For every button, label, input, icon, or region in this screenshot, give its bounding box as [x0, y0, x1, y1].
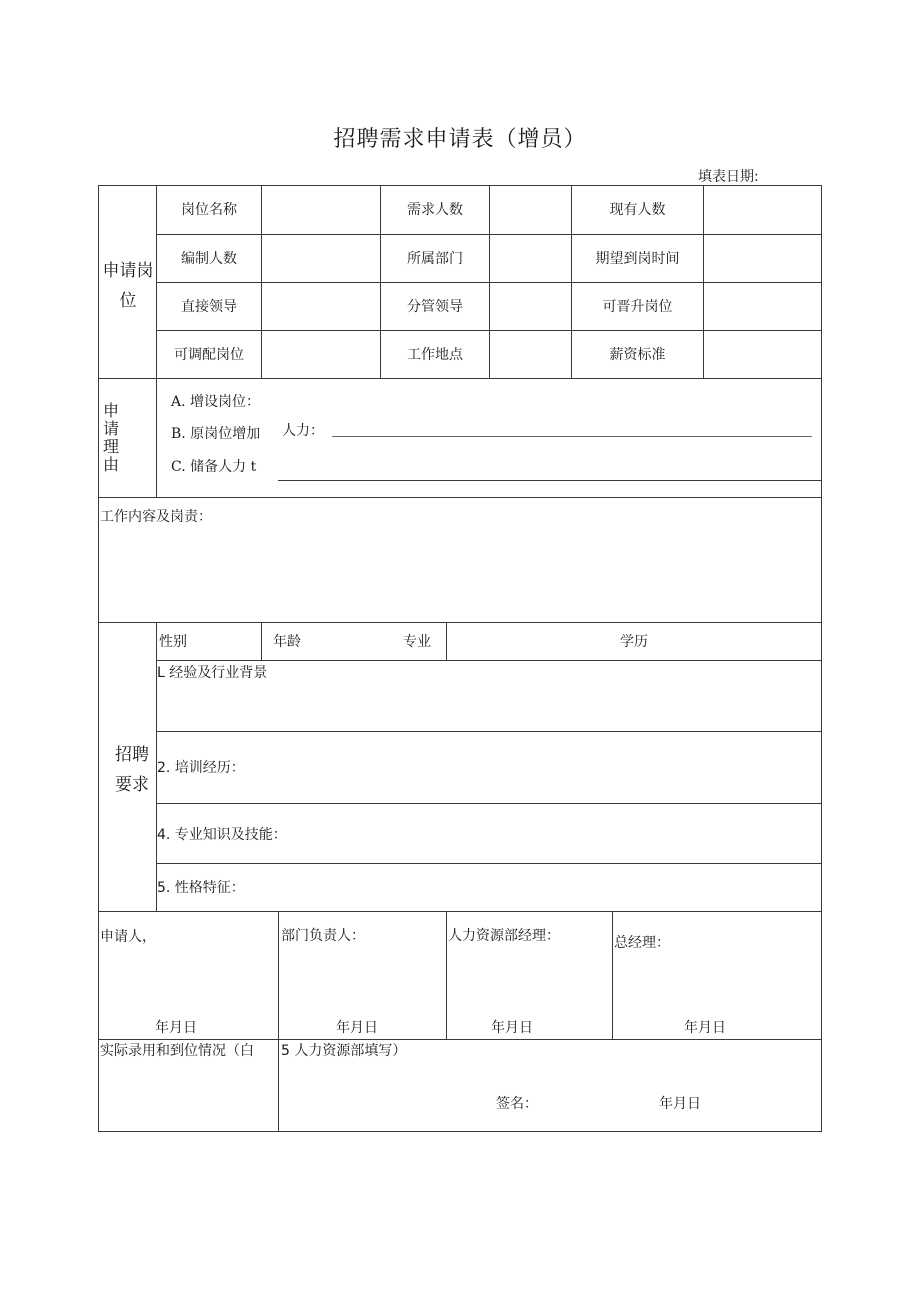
- actual-sign-label: 签名：: [496, 1096, 538, 1112]
- actual-note: 5 人力资源部填写）: [281, 1043, 407, 1059]
- reason-underline: [278, 480, 822, 481]
- field-direct-leader: 直接领导: [181, 299, 237, 315]
- input-position-name[interactable]: [262, 186, 380, 234]
- reason-option-b-suffix: 人力：: [282, 423, 324, 439]
- req-training[interactable]: 2. 培训经历：: [157, 760, 245, 776]
- field-position-name: 岗位名称: [181, 202, 237, 218]
- input-transferable-position[interactable]: [262, 331, 380, 378]
- rule: [261, 622, 262, 660]
- req-gender: 性别: [159, 634, 187, 650]
- sign-general-manager: 总经理：: [614, 935, 670, 951]
- rule: [98, 911, 822, 912]
- duties-label: 工作内容及岗责：: [100, 509, 212, 525]
- field-promotion-position: 可晋升岗位: [602, 299, 673, 315]
- field-authorized-headcount: 编制人数: [181, 251, 237, 267]
- input-expected-start[interactable]: [704, 235, 821, 282]
- form-title: 招聘需求申请表（增员）: [333, 127, 587, 152]
- req-major: 专业: [403, 634, 431, 650]
- sign-general-manager-date: 年月日: [684, 1020, 726, 1036]
- rule: [156, 185, 157, 497]
- sign-hr-manager-date: 年月日: [491, 1020, 533, 1036]
- sign-applicant-date: 年月日: [155, 1020, 197, 1036]
- actual-label: 实际录用和到位情况（白: [100, 1043, 254, 1059]
- input-department[interactable]: [490, 235, 571, 282]
- req-experience[interactable]: L 经验及行业背景: [157, 665, 268, 681]
- sign-applicant: 申请人，: [100, 929, 156, 945]
- sign-dept-head: 部门负责人：: [281, 928, 365, 944]
- input-work-location[interactable]: [490, 331, 571, 378]
- fill-date-label: 填表日期:: [698, 169, 759, 185]
- reason-option-c[interactable]: C. 储备人力 t: [171, 459, 257, 475]
- reason-option-b[interactable]: B. 原岗位增加: [171, 426, 261, 442]
- field-expected-start: 期望到岗时间: [595, 251, 680, 267]
- input-current-headcount[interactable]: [704, 186, 821, 234]
- field-work-location: 工作地点: [407, 347, 463, 363]
- rule: [156, 731, 822, 732]
- req-education: 学历: [620, 634, 648, 650]
- field-supervising-leader: 分管领导: [407, 299, 463, 315]
- rule: [446, 911, 447, 1039]
- requirements-label: 招聘要求: [115, 745, 149, 795]
- field-salary-standard: 薪资标准: [609, 347, 666, 363]
- input-promotion-position[interactable]: [704, 283, 821, 330]
- rule: [98, 185, 99, 1131]
- req-age: 年龄: [273, 634, 301, 650]
- input-direct-leader[interactable]: [262, 283, 380, 330]
- duties-input[interactable]: [99, 530, 821, 622]
- position-section-label: 申请岗位: [102, 261, 154, 311]
- rule: [156, 660, 822, 661]
- field-current-headcount: 现有人数: [609, 202, 666, 218]
- reason-section-label: 申请理由: [103, 401, 120, 474]
- rule: [612, 911, 613, 1039]
- field-department: 所属部门: [407, 251, 463, 267]
- req-personality[interactable]: 5. 性格特征：: [157, 880, 245, 896]
- rule: [98, 1131, 822, 1132]
- rule: [156, 803, 822, 804]
- sign-dept-head-date: 年月日: [336, 1020, 378, 1036]
- field-headcount-needed: 需求人数: [407, 202, 463, 218]
- rule: [821, 185, 822, 1131]
- rule: [278, 911, 279, 1131]
- input-salary-standard[interactable]: [704, 331, 821, 378]
- rule: [98, 1039, 822, 1040]
- sign-hr-manager: 人力资源部经理：: [448, 928, 560, 944]
- actual-date-label: 年月日: [659, 1096, 701, 1112]
- rule: [156, 863, 822, 864]
- reason-underline: [332, 436, 812, 437]
- input-supervising-leader[interactable]: [490, 283, 571, 330]
- input-authorized-headcount[interactable]: [262, 235, 380, 282]
- field-transferable-position: 可调配岗位: [174, 347, 244, 363]
- rule: [98, 378, 822, 379]
- reason-option-a[interactable]: A. 增设岗位：: [171, 394, 261, 410]
- input-headcount-needed[interactable]: [490, 186, 571, 234]
- req-knowledge[interactable]: 4. 专业知识及技能：: [157, 827, 287, 843]
- rule: [98, 622, 822, 623]
- rule: [98, 497, 822, 498]
